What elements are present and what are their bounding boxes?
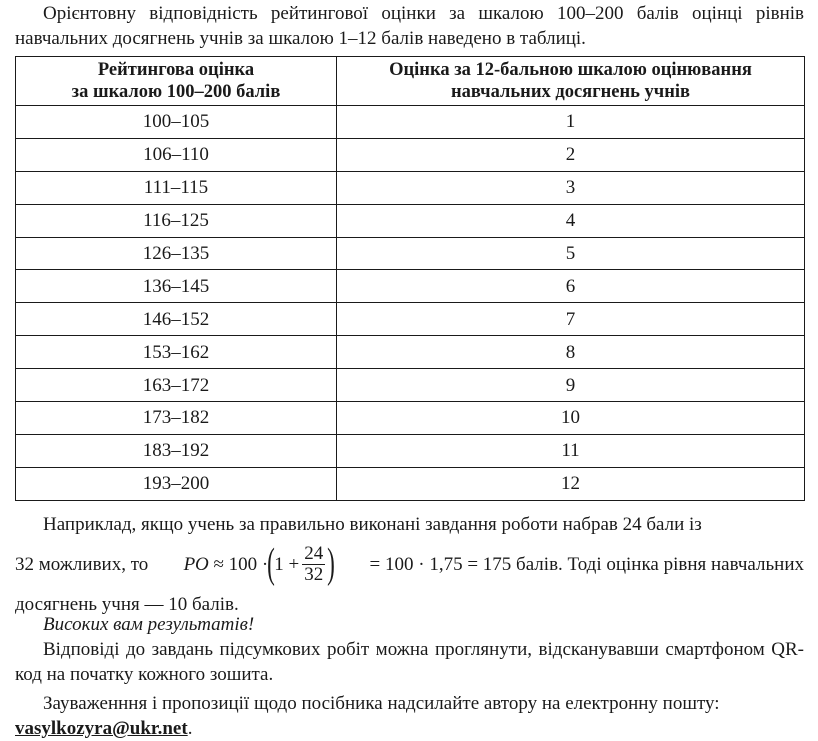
grade-cell: 5: [337, 237, 805, 270]
email-link[interactable]: vasylkozyra@ukr.net: [15, 718, 188, 739]
wish-text: Високих вам результатів!: [43, 614, 255, 635]
formula-po: РО: [183, 553, 209, 575]
table-row: [16, 303, 805, 336]
table-row: [16, 204, 805, 237]
table-row: [16, 138, 805, 171]
rating-range-cell: 193–200: [16, 467, 337, 500]
rating-range-cell: 146–152: [16, 303, 337, 336]
table-row: [16, 171, 805, 204]
remarks-paragraph: Зауваженння і пропозиції щодо посібника надсилайте автору на електронну пошту:: [43, 693, 720, 714]
grade-conversion-table: [15, 56, 805, 501]
example-paragraph: [15, 512, 804, 617]
email-suffix: .: [187, 718, 193, 739]
left-paren: (: [267, 541, 276, 587]
grade-cell: 8: [337, 336, 805, 369]
table-row: [16, 369, 805, 402]
example-line-2: [15, 540, 804, 588]
rating-range-cell: 153–162: [16, 336, 337, 369]
grade-cell: 1: [337, 106, 805, 139]
grade-cell: 2: [337, 138, 805, 171]
right-paren: ): [327, 541, 336, 587]
table-row: [16, 270, 805, 303]
table-header-row: [16, 57, 805, 106]
example-line-3: досягнень учня — 10 балів.: [15, 594, 239, 615]
example-line-1: Наприклад, якщо учень за правильно виконані завдання роботи набрав 24 бали із: [43, 514, 702, 535]
grade-cell: 6: [337, 270, 805, 303]
table-row: [16, 106, 805, 139]
grade-cell: 7: [337, 303, 805, 336]
rating-range-cell: 106–110: [16, 138, 337, 171]
header-12-point-scale: Оцінка за 12-бальною шкалою оцінювання навчальних досягнень учнів: [337, 57, 805, 106]
table-row: [16, 402, 805, 435]
grade-cell: 12: [337, 467, 805, 500]
fraction-denominator: 32: [304, 563, 324, 585]
rating-range-cell: 100–105: [16, 106, 337, 139]
example-line-2-end: = 100 · 1,75 = 175 балів. Тоді оцінка рівня навчальних: [369, 553, 804, 575]
grade-cell: 11: [337, 434, 805, 467]
intro-paragraph: Орієнтовну відповідність рейтингової оцінки за шкалою 100–200 балів оцінці рівнів навчальних досягнень учнів за шкалою 1–12 балів наведено в таблиці.: [15, 3, 804, 49]
table-row: [16, 237, 805, 270]
email-line: [15, 716, 804, 741]
rating-range-cell: 163–172: [16, 369, 337, 402]
grade-cell: 4: [337, 204, 805, 237]
fraction-numerator: 24: [304, 542, 324, 564]
rating-range-cell: 126–135: [16, 237, 337, 270]
rating-range-cell: 136–145: [16, 270, 337, 303]
rating-formula: [184, 540, 335, 588]
rating-range-cell: 116–125: [16, 204, 337, 237]
table-row: [16, 467, 805, 500]
table-row: [16, 434, 805, 467]
header-rating-scale: Рейтингова оцінка за шкалою 100–200 балів: [16, 57, 337, 106]
formula-approx: ≈ 100 ·: [213, 553, 269, 575]
example-line-2-start: 32 можливих, то: [15, 553, 149, 575]
grade-cell: 3: [337, 171, 805, 204]
grade-cell: 10: [337, 402, 805, 435]
formula-one-plus: 1 +: [274, 553, 300, 575]
answers-paragraph: Відповіді до завдань підсумкових робіт можна проглянути, відсканувавши смартфоном QR-код на початку кожного зошита.: [15, 639, 804, 685]
formula-fraction: [302, 544, 325, 585]
grade-cell: 9: [337, 369, 805, 402]
rating-range-cell: 111–115: [16, 171, 337, 204]
table-row: [16, 336, 805, 369]
rating-range-cell: 173–182: [16, 402, 337, 435]
rating-range-cell: 183–192: [16, 434, 337, 467]
closing-section: [15, 612, 804, 741]
